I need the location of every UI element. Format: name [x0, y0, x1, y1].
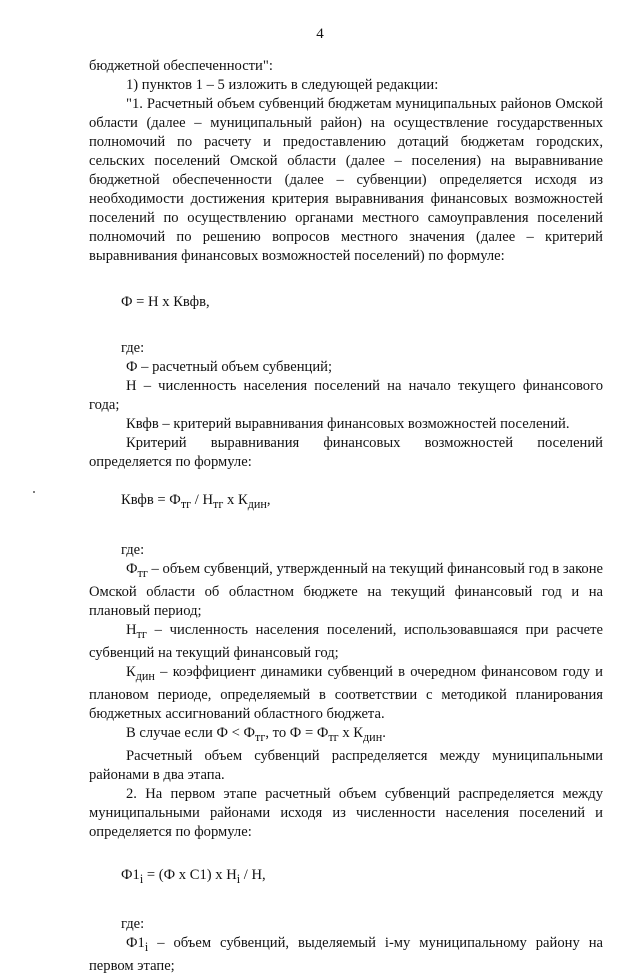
paragraph: 1) пунктов 1 – 5 изложить в следующей редакции: [126, 77, 439, 93]
definition-f1i: $Ф1_i$ – объем субвенций, выделяемый i-му муниципальному району на первом этапе; [89, 935, 603, 975]
definition-f: Ф – расчетный объем субвенций; [126, 359, 333, 375]
formula-f: Ф = Н х Квфв, [121, 294, 210, 310]
definition-ntg: $Н_{тг}$ – численность населения поселений, использовавшаяся при расчете субвенций на текущий финансовый год; [89, 621, 603, 661]
definition-kdin: $К_{дин}$ – коэффициент динамики субвенций в очередном финансовом году и плановом периоде, определяемый в соответствии с методикой планирования бюджетных ассигнований областного бюджета. [89, 663, 603, 722]
paragraph: Критерий выравнивания финансовых возможностей поселений определяется по формуле: [89, 435, 603, 470]
where-label: где: [121, 340, 145, 356]
definition-ftg: $Ф_{тг}$ – объем субвенций, утвержденный на текущий финансовый год в законе Омской области об областном бюджете на текущий финансовый год и на плановый период; [89, 560, 603, 619]
document-body [89, 57, 603, 976]
page-number: 4 [316, 26, 324, 42]
where-label: где: [121, 916, 145, 933]
paragraph-2: 2. На первом этапе расчетный объем субвенций распределяется между муниципальными районами исходя из численности населения поселений и определяется по формуле: [89, 785, 603, 840]
case-condition: В случае если $Ф < Ф_{тг}$, то $Ф = Ф_{тг}$ х $К_{дин}$. [126, 724, 386, 744]
paragraph-1: "1. Расчетный объем субвенций бюджетам муниципальных районов Омской области (далее – муниципальный район) на осуществление государственных полномочий по расчету и предоставлению дотаций бюджетам городских, сельских поселений Омской области (далее – поселения) на выравнивание бюджетной обеспеченности (далее – субвенции) определяется исходя из необходимости достижения критерия выравнивания финансовых возможностей поселений по осуществлению органами местного самоуправления поселений полномочий по решению вопросов местного значения (далее – критерий выравнивания финансовых возможностей поселений) по формуле: [89, 96, 603, 264]
formula-f1i: $Ф1_i = (Ф$ х С1) х $Н_i$ / Н, [121, 866, 266, 886]
paragraph: Расчетный объем субвенций распределяется между муниципальными районами в два этапа. [89, 747, 603, 783]
where-label: где: [121, 541, 145, 558]
paragraph: бюджетной обеспеченности": [89, 58, 273, 74]
definition-kvfv: Квфв – критерий выравнивания финансовых возможностей поселений. [126, 416, 570, 432]
definition-n: Н – численность населения поселений на начало текущего финансового года; [89, 378, 603, 413]
scan-speck [33, 491, 35, 493]
formula-kvfv: Квфв = $Ф_{тг} / Н_{тг}$ х $К_{дин}$, [121, 492, 271, 511]
